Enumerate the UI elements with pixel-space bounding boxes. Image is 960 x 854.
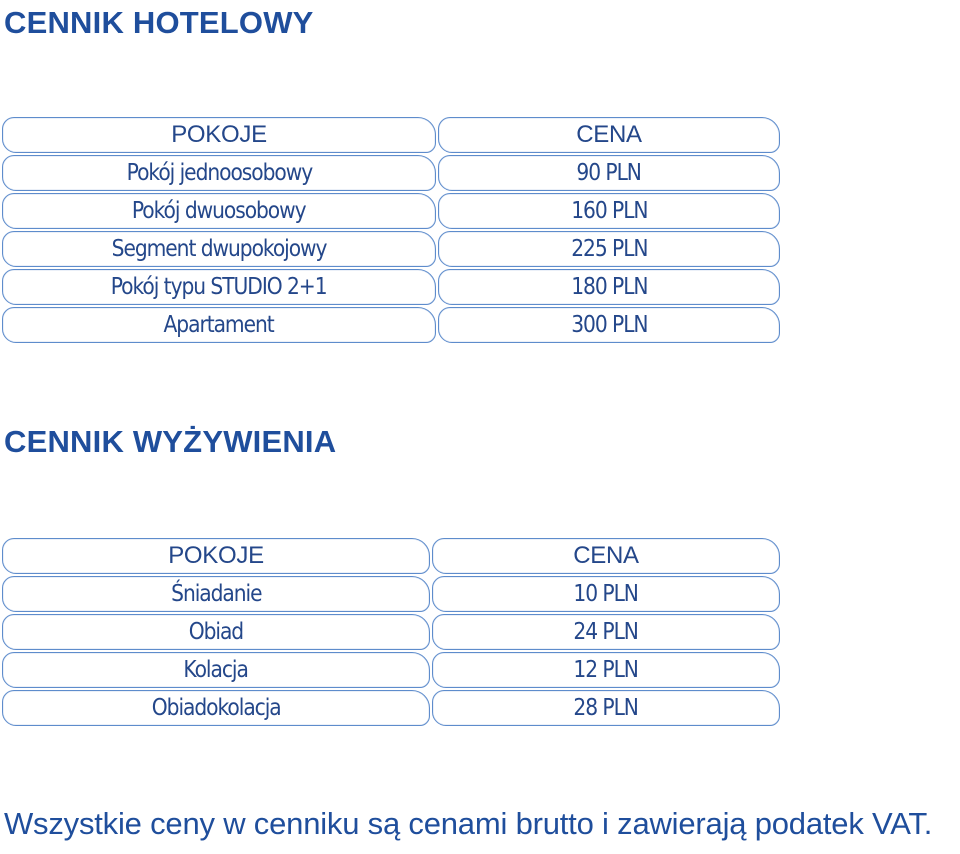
meal-name: Kolacja	[183, 657, 249, 683]
room-name: Segment dwupokojowy	[111, 236, 327, 262]
room-price-cell	[438, 155, 780, 191]
meal-pricing-table	[2, 538, 780, 728]
table-row	[2, 155, 780, 193]
table-row	[2, 690, 780, 728]
meal-price-cell	[432, 576, 780, 612]
table-row	[2, 307, 780, 345]
meal-price: 10 PLN	[573, 581, 639, 607]
table-row	[2, 576, 780, 614]
meal-price: 24 PLN	[573, 619, 639, 645]
meal-price-cell	[432, 652, 780, 688]
room-price: 90 PLN	[576, 160, 642, 186]
room-price-cell	[438, 231, 780, 267]
meal-name: Śniadanie	[170, 581, 262, 607]
table-header-row	[2, 538, 780, 576]
meal-price-cell	[432, 614, 780, 650]
table-row	[2, 652, 780, 690]
meal-price: 12 PLN	[573, 657, 639, 683]
room-price-cell	[438, 269, 780, 305]
room-price-cell	[438, 307, 780, 343]
table-row	[2, 231, 780, 269]
hotel-pricing-title: CENNIK HOTELOWY	[4, 5, 314, 40]
hotel-pricing-table	[2, 117, 780, 345]
column-header-price: CENA	[432, 538, 780, 574]
table-header-row	[2, 117, 780, 155]
meal-pricing-title: CENNIK WYŻYWIENIA	[4, 424, 337, 459]
room-name-cell	[2, 269, 436, 305]
meal-name: Obiad	[188, 619, 244, 645]
vat-footnote: Wszystkie ceny w cenniku są cenami brutto i zawierają podatek VAT.	[4, 806, 933, 841]
room-price: 225 PLN	[570, 236, 648, 262]
meal-name: Obiadokolacja	[151, 695, 281, 721]
room-name-cell	[2, 155, 436, 191]
table-row	[2, 269, 780, 307]
meal-name-cell	[2, 576, 430, 612]
column-header-price: CENA	[438, 117, 780, 153]
meal-name-cell	[2, 690, 430, 726]
meal-price: 28 PLN	[573, 695, 639, 721]
room-name: Pokój dwuosobowy	[132, 198, 306, 224]
meal-name-cell	[2, 614, 430, 650]
meal-name-cell	[2, 652, 430, 688]
table-row	[2, 193, 780, 231]
room-name: Apartament	[163, 312, 275, 338]
column-header-rooms: POKOJE	[2, 117, 436, 153]
room-name: Pokój typu STUDIO 2+1	[111, 274, 327, 300]
room-name-cell	[2, 231, 436, 267]
room-price: 160 PLN	[570, 198, 648, 224]
room-price-cell	[438, 193, 780, 229]
room-price: 180 PLN	[570, 274, 648, 300]
table-row	[2, 614, 780, 652]
room-name-cell	[2, 307, 436, 343]
room-price: 300 PLN	[570, 312, 648, 338]
column-header-rooms: POKOJE	[2, 538, 430, 574]
room-name-cell	[2, 193, 436, 229]
meal-price-cell	[432, 690, 780, 726]
room-name: Pokój jednoosobowy	[126, 160, 312, 186]
